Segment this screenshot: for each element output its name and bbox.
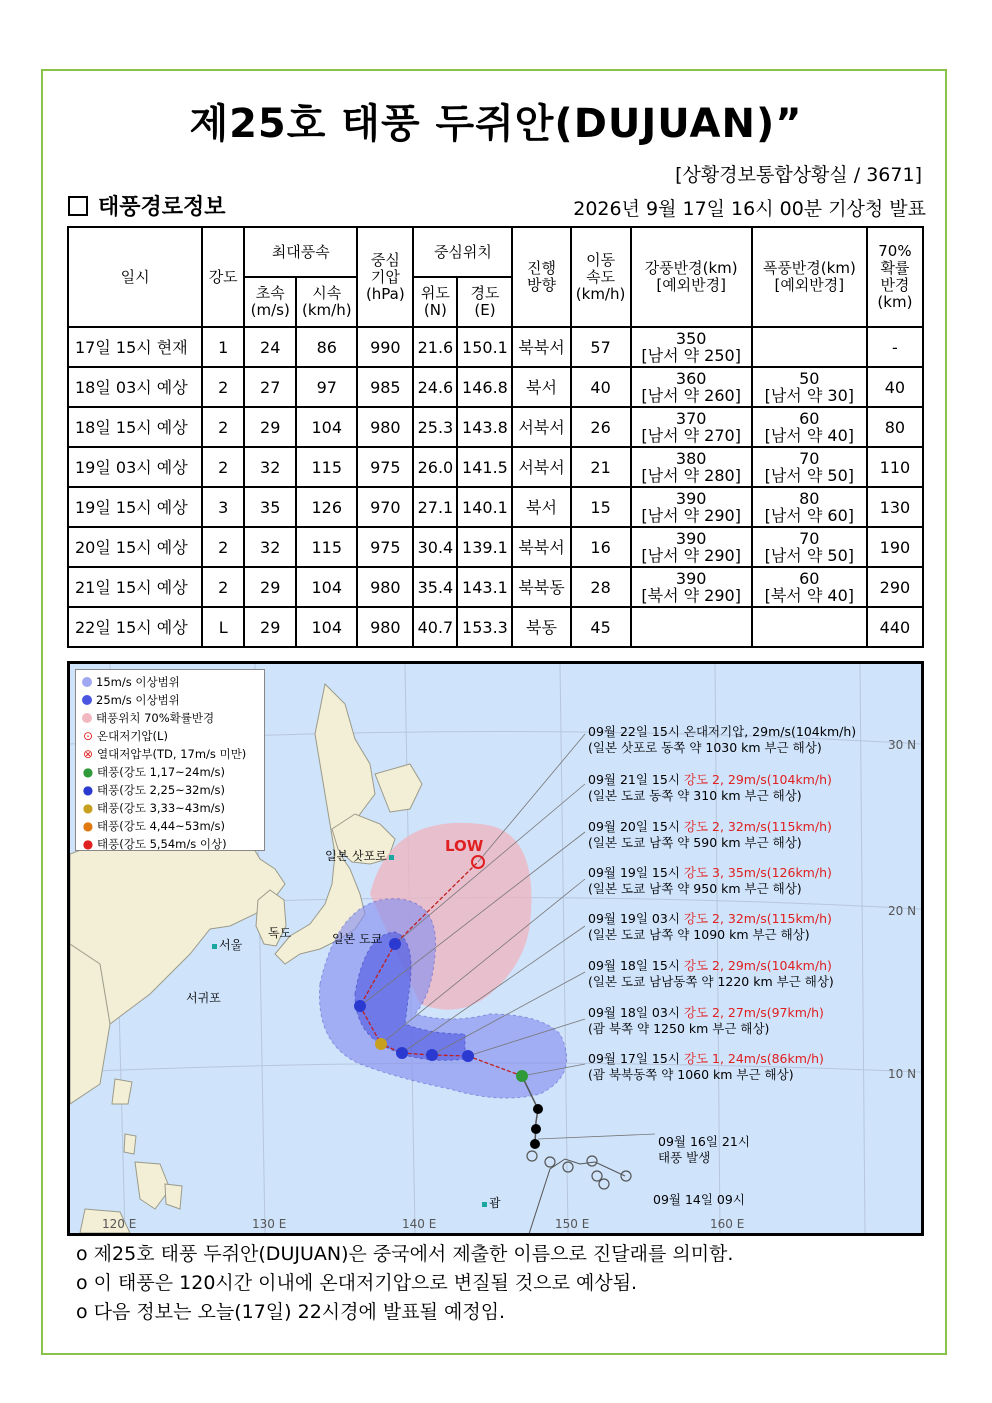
cell-ms: 29 (244, 567, 296, 607)
header-prob-radius: 70% 확률 반경 (km) (867, 227, 923, 327)
first-obs-label: 09월 14일 09시 (653, 1192, 745, 1207)
forecast-location: (일본 도쿄 남쪽 약 1090 km 부근 해상) (588, 927, 810, 942)
cell-lat: 21.6 (413, 327, 457, 367)
strong-radius-exception: [남서 약 260] (641, 386, 741, 405)
cell-prob: 110 (867, 447, 923, 487)
cell-lon: 140.1 (457, 487, 512, 527)
cell-pressure: 980 (357, 607, 413, 647)
cell-kmh: 126 (296, 487, 357, 527)
table-row (68, 487, 923, 527)
page-title: 제25호 태풍 두쥐안(DUJUAN)” (189, 101, 803, 147)
strong-radius-value: 390 (675, 489, 707, 508)
lat-label-10: 10 N (888, 1067, 917, 1081)
cell-time: 22일 15시 예상 (68, 607, 202, 647)
cell-intensity: 1 (202, 327, 244, 367)
cell-intensity: L (202, 607, 244, 647)
lon-label-150: 150 E (555, 1217, 590, 1231)
forecast-time: 09월 19일 15시 (588, 865, 684, 880)
table-row (68, 527, 923, 567)
legend-item (82, 691, 264, 709)
header-max-wind: 최대풍속 (244, 227, 357, 277)
header-storm-radius: 폭풍반경(km) [예외반경] (752, 227, 867, 327)
forecast-time: 09월 21일 15시 (588, 772, 684, 787)
cell-strong (631, 567, 752, 607)
strong-radius-value: 350 (675, 329, 707, 348)
strong-radius-value: 360 (675, 369, 707, 388)
legend-item (82, 817, 264, 835)
cell-dir: 북동 (512, 607, 570, 647)
typhoon-symbol-icon: ● (82, 837, 94, 851)
legend-item (82, 763, 264, 781)
cell-pressure: 980 (357, 567, 413, 607)
cell-time: 21일 15시 예상 (68, 567, 202, 607)
cell-storm (752, 487, 867, 527)
storm-radius-exception: [남서 약 50] (764, 466, 854, 485)
legend-item (82, 727, 264, 745)
cell-kmh: 104 (296, 567, 357, 607)
storm-radius-value: 60 (799, 409, 820, 428)
cell-lat: 40.7 (413, 607, 457, 647)
cell-speed: 16 (571, 527, 631, 567)
cell-intensity: 3 (202, 487, 244, 527)
cell-strong (631, 327, 752, 367)
cell-time: 20일 15시 예상 (68, 527, 202, 567)
table-row (68, 607, 923, 647)
cell-dir: 북서 (512, 367, 570, 407)
cell-prob: 290 (867, 567, 923, 607)
cell-intensity: 2 (202, 567, 244, 607)
storm-radius-exception: [북서 약 40] (764, 586, 854, 605)
cell-kmh: 97 (296, 367, 357, 407)
forecast-intensity: 강도 1, 24m/s(86km/h) (683, 1051, 824, 1066)
cell-storm (752, 567, 867, 607)
typhoon-symbol-icon: ● (82, 819, 94, 833)
storm-radius-exception: [남서 약 30] (764, 386, 854, 405)
forecast-label (588, 1005, 824, 1037)
cell-storm (752, 527, 867, 567)
cell-pressure: 980 (357, 407, 413, 447)
forecast-label (588, 865, 832, 897)
lon-label-120: 120 E (102, 1217, 137, 1231)
table-row (68, 447, 923, 487)
cell-time: 18일 15시 예상 (68, 407, 202, 447)
track-map (67, 661, 924, 1236)
cell-ms: 24 (244, 327, 296, 367)
forecast-location: (일본 도쿄 남쪽 약 950 km 부근 해상) (588, 881, 802, 896)
cell-intensity: 2 (202, 527, 244, 567)
legend-label: 태풍(강도 1,17~24m/s) (97, 765, 226, 779)
cell-strong (631, 407, 752, 447)
place-sapporo: 일본 삿포로 (325, 847, 396, 864)
forecast-label (588, 958, 834, 990)
issued-time: 2026년 9월 17일 16시 00분 기상청 발표 (573, 198, 926, 220)
cell-storm (752, 447, 867, 487)
header-center: 중심위치 (413, 227, 512, 277)
header-lat: 위도 (N) (413, 277, 457, 327)
cell-pressure: 990 (357, 327, 413, 367)
forecast-location: (일본 도쿄 남남동쪽 약 1220 km 부근 해상) (588, 974, 834, 989)
header-lon: 경도 (E) (457, 277, 512, 327)
legend-label: 태풍위치 70%확률반경 (96, 711, 215, 725)
note-1: o 제25호 태풍 두쥐안(DUJUAN)은 중국에서 제출한 이름으로 진달래를 의미함. (76, 1243, 734, 1265)
forecast-time: 09월 18일 03시 (588, 1005, 684, 1020)
section-header (68, 190, 226, 221)
legend-label: 온대저기압(L) (97, 729, 168, 743)
forecast-intensity: 강도 2, 27m/s(97km/h) (683, 1005, 824, 1020)
strong-radius-exception: [남서 약 250] (641, 346, 741, 365)
legend-label: 25m/s 이상범위 (96, 693, 180, 707)
typhoon-symbol-icon: ● (82, 783, 94, 797)
cell-ms: 32 (244, 527, 296, 567)
cell-dir: 북서 (512, 487, 570, 527)
typhoon-symbol-icon: ● (82, 801, 94, 815)
legend-label: 열대저압부(TD, 17m/s 미만) (97, 747, 247, 761)
cell-kmh: 104 (296, 407, 357, 447)
cell-strong (631, 447, 752, 487)
lat-label-20: 20 N (888, 904, 917, 918)
cell-strong (631, 367, 752, 407)
forecast-time: 09월 18일 15시 (588, 958, 684, 973)
cell-dir: 북북서 (512, 327, 570, 367)
cell-time: 18일 03시 예상 (68, 367, 202, 407)
cell-pressure: 975 (357, 447, 413, 487)
header-intensity: 강도 (202, 227, 244, 327)
low-symbol-icon: ⊙ (82, 729, 94, 743)
cell-lon: 141.5 (457, 447, 512, 487)
track-table (67, 226, 924, 648)
header-time: 일시 (68, 227, 202, 327)
cell-speed: 21 (571, 447, 631, 487)
genesis-label: 09월 16일 21시 태풍 발생 (658, 1134, 750, 1165)
cell-lat: 35.4 (413, 567, 457, 607)
legend-label: 태풍(강도 4,44~53m/s) (97, 819, 226, 833)
storm-radius-value: 70 (799, 449, 820, 468)
cell-lon: 150.1 (457, 327, 512, 367)
place-tokyo: 일본 도쿄 (332, 932, 383, 946)
forecast-label (588, 1051, 824, 1083)
section-title: 태풍경로정보 (98, 195, 226, 220)
forecast-time: 09월 17일 15시 (588, 1051, 684, 1066)
cell-speed: 40 (571, 367, 631, 407)
storm-radius-value: 80 (799, 489, 820, 508)
header-strong-radius: 강풍반경(km) [예외반경] (631, 227, 752, 327)
forecast-location: (괌 북북동쪽 약 1060 km 부근 해상) (588, 1067, 794, 1082)
cell-prob: 40 (867, 367, 923, 407)
table-row (68, 327, 923, 367)
strong-radius-exception: [남서 약 280] (641, 466, 741, 485)
storm-radius-value: 70 (799, 529, 820, 548)
strong-radius-value: 390 (675, 529, 707, 548)
cell-prob: 190 (867, 527, 923, 567)
table-row (68, 567, 923, 607)
cell-dir: 북북동 (512, 567, 570, 607)
storm-radius-exception: [남서 약 50] (764, 546, 854, 565)
place-seogwipo: 서귀포 (186, 991, 221, 1005)
office-label: [상황경보통합상황실 / 3671] (675, 164, 922, 186)
cell-lon: 153.3 (457, 607, 512, 647)
cell-lon: 143.8 (457, 407, 512, 447)
place-guam: 괌 (482, 1194, 501, 1211)
cell-speed: 57 (571, 327, 631, 367)
cell-prob: - (867, 327, 923, 367)
cell-kmh: 115 (296, 527, 357, 567)
legend-item (82, 781, 264, 799)
cell-lon: 139.1 (457, 527, 512, 567)
cell-intensity: 2 (202, 407, 244, 447)
header-direction: 진행 방향 (512, 227, 570, 327)
forecast-label (588, 819, 832, 851)
strong-radius-exception: [남서 약 290] (641, 506, 741, 525)
forecast-intensity: 강도 3, 35m/s(126km/h) (683, 865, 832, 880)
cell-ms: 32 (244, 447, 296, 487)
cell-strong (631, 487, 752, 527)
cell-lat: 26.0 (413, 447, 457, 487)
cell-storm (752, 407, 867, 447)
forecast-location: (괌 북쪽 약 1250 km 부근 해상) (588, 1021, 770, 1036)
cell-lat: 24.6 (413, 367, 457, 407)
cell-speed: 45 (571, 607, 631, 647)
strong-radius-exception: [남서 약 290] (641, 546, 741, 565)
cell-time: 19일 03시 예상 (68, 447, 202, 487)
cell-ms: 27 (244, 367, 296, 407)
lat-label-30: 30 N (888, 738, 917, 752)
cell-pressure: 985 (357, 367, 413, 407)
cell-dir: 서북서 (512, 447, 570, 487)
cell-pressure: 970 (357, 487, 413, 527)
legend-label: 태풍(강도 2,25~32m/s) (97, 783, 226, 797)
forecast-label (588, 724, 856, 756)
lon-label-160: 160 E (710, 1217, 745, 1231)
cell-strong (631, 527, 752, 567)
legend-swatch-icon (82, 695, 92, 705)
cell-prob: 80 (867, 407, 923, 447)
cell-dir: 서북서 (512, 407, 570, 447)
map-legend (75, 669, 265, 851)
legend-item (82, 835, 264, 853)
forecast-location: (일본 도쿄 남쪽 약 590 km 부근 해상) (588, 835, 802, 850)
low-symbol-icon: ⊗ (82, 747, 94, 761)
legend-item (82, 745, 264, 763)
cell-speed: 26 (571, 407, 631, 447)
cell-speed: 15 (571, 487, 631, 527)
legend-item (82, 673, 264, 691)
cell-speed: 28 (571, 567, 631, 607)
cell-intensity: 2 (202, 367, 244, 407)
cell-lat: 27.1 (413, 487, 457, 527)
table-row (68, 407, 923, 447)
cell-ms: 29 (244, 607, 296, 647)
cell-dir: 북북서 (512, 527, 570, 567)
header-speed: 이동 속도 (km/h) (571, 227, 631, 327)
cell-kmh: 86 (296, 327, 357, 367)
strong-radius-exception: [북서 약 290] (641, 586, 741, 605)
forecast-intensity: 강도 2, 29m/s(104km/h) (683, 772, 832, 787)
cell-intensity: 2 (202, 447, 244, 487)
forecast-label (588, 772, 832, 804)
cell-ms: 29 (244, 407, 296, 447)
header-kmh: 시속 (km/h) (296, 277, 357, 327)
forecast-location: (일본 도쿄 동쪽 약 310 km 부근 해상) (588, 788, 802, 803)
strong-radius-value: 380 (675, 449, 707, 468)
notes (76, 1240, 733, 1327)
cell-lon: 143.1 (457, 567, 512, 607)
cell-kmh: 115 (296, 447, 357, 487)
strong-radius-value: 370 (675, 409, 707, 428)
note-2: o 이 태풍은 120시간 이내에 온대저기압으로 변질될 것으로 예상됨. (76, 1272, 638, 1294)
cell-prob: 130 (867, 487, 923, 527)
table-row (68, 367, 923, 407)
lon-label-140: 140 E (402, 1217, 437, 1231)
cell-pressure: 975 (357, 527, 413, 567)
header-pressure: 중심 기압 (hPa) (357, 227, 413, 327)
track-table-body (68, 327, 923, 647)
cell-lat: 25.3 (413, 407, 457, 447)
legend-swatch-icon (82, 713, 92, 723)
forecast-intensity: 강도 2, 32m/s(115km/h) (683, 911, 832, 926)
storm-radius-value: 50 (799, 369, 820, 388)
forecast-time: 09월 22일 15시 온대저기압, 29m/s(104km/h) (588, 724, 857, 739)
storm-radius-exception: [남서 약 40] (764, 426, 854, 445)
storm-radius-value: 60 (799, 569, 820, 588)
legend-label: 태풍(강도 3,33~43m/s) (97, 801, 226, 815)
cell-kmh: 104 (296, 607, 357, 647)
forecast-intensity: 강도 2, 32m/s(115km/h) (683, 819, 832, 834)
cell-storm (752, 327, 867, 367)
cell-lon: 146.8 (457, 367, 512, 407)
forecast-label (588, 911, 832, 943)
legend-label: 태풍(강도 5,54m/s 이상) (97, 837, 227, 851)
legend-item (82, 709, 264, 727)
low-label: LOW (445, 837, 484, 855)
storm-radius-exception: [남서 약 60] (764, 506, 854, 525)
cell-ms: 35 (244, 487, 296, 527)
legend-swatch-icon (82, 677, 92, 687)
cell-time: 17일 15시 현재 (68, 327, 202, 367)
forecast-time: 09월 20일 15시 (588, 819, 684, 834)
cell-prob: 440 (867, 607, 923, 647)
typhoon-symbol-icon: ● (82, 765, 94, 779)
cell-lat: 30.4 (413, 527, 457, 567)
cell-storm (752, 367, 867, 407)
header-ms: 초속 (m/s) (244, 277, 296, 327)
forecast-location: (일본 삿포로 동쪽 약 1030 km 부근 해상) (588, 740, 822, 755)
forecast-time: 09월 19일 03시 (588, 911, 684, 926)
strong-radius-value: 390 (675, 569, 707, 588)
checkbox-icon (68, 196, 88, 216)
note-3: o 다음 정보는 오늘(17일) 22시경에 발표될 예정임. (76, 1301, 506, 1323)
lon-label-130: 130 E (252, 1217, 287, 1231)
cell-storm (752, 607, 867, 647)
place-dokdo: 독도 (268, 926, 292, 940)
strong-radius-exception: [남서 약 270] (641, 426, 741, 445)
place-seoul: 서울 (212, 936, 242, 953)
legend-item (82, 799, 264, 817)
forecast-intensity: 강도 2, 29m/s(104km/h) (683, 958, 832, 973)
legend-label: 15m/s 이상범위 (96, 675, 180, 689)
cell-time: 19일 15시 예상 (68, 487, 202, 527)
cell-strong (631, 607, 752, 647)
